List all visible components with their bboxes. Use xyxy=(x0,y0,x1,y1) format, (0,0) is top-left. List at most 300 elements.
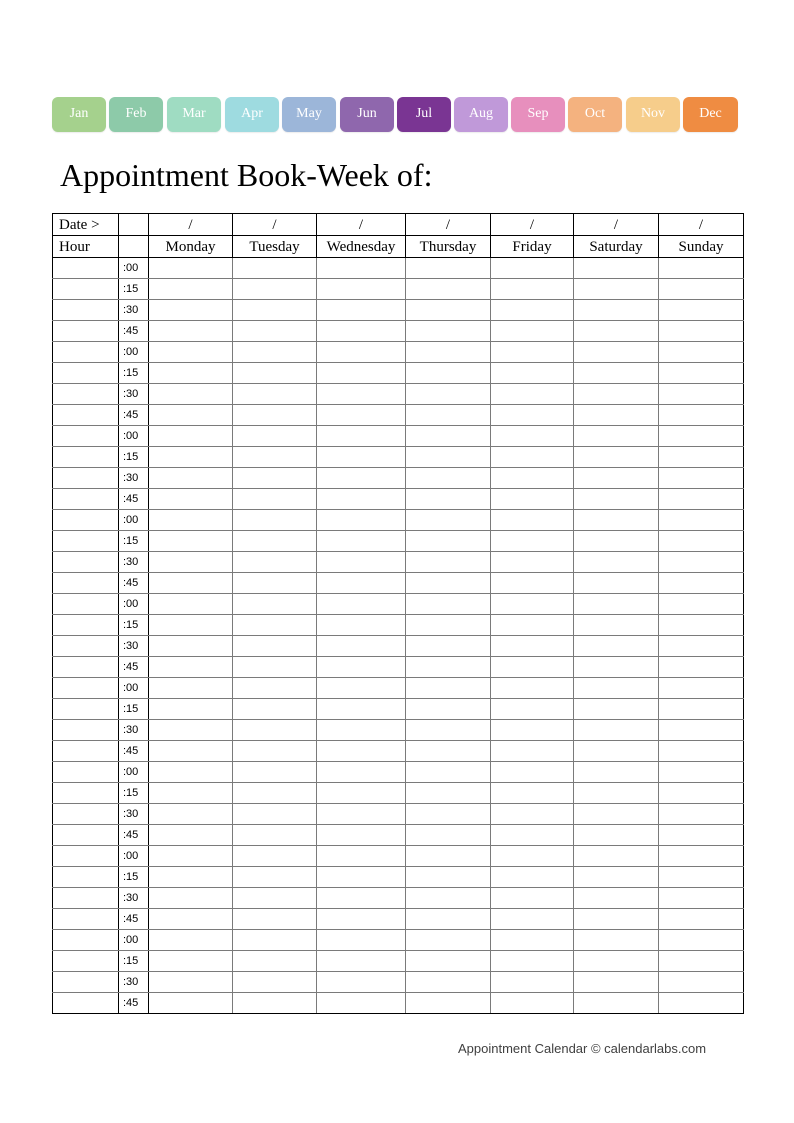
appointment-cell-monday[interactable] xyxy=(149,909,233,930)
appointment-cell-thursday[interactable] xyxy=(406,867,491,888)
appointment-cell-wednesday[interactable] xyxy=(317,552,406,573)
hour-cell[interactable] xyxy=(53,825,119,846)
appointment-cell-thursday[interactable] xyxy=(406,468,491,489)
appointment-cell-friday[interactable] xyxy=(491,741,574,762)
appointment-cell-friday[interactable] xyxy=(491,258,574,279)
date-slot-thursday[interactable]: / xyxy=(406,214,491,236)
month-tab-jul[interactable]: Jul xyxy=(397,97,451,132)
appointment-cell-friday[interactable] xyxy=(491,447,574,468)
appointment-cell-friday[interactable] xyxy=(491,993,574,1014)
appointment-cell-thursday[interactable] xyxy=(406,678,491,699)
appointment-cell-tuesday[interactable] xyxy=(233,636,317,657)
appointment-cell-monday[interactable] xyxy=(149,489,233,510)
appointment-cell-friday[interactable] xyxy=(491,615,574,636)
appointment-cell-tuesday[interactable] xyxy=(233,783,317,804)
appointment-cell-saturday[interactable] xyxy=(574,384,659,405)
appointment-cell-thursday[interactable] xyxy=(406,657,491,678)
appointment-cell-wednesday[interactable] xyxy=(317,657,406,678)
appointment-cell-friday[interactable] xyxy=(491,300,574,321)
appointment-cell-thursday[interactable] xyxy=(406,993,491,1014)
month-tab-oct[interactable]: Oct xyxy=(568,97,622,132)
appointment-cell-saturday[interactable] xyxy=(574,405,659,426)
appointment-cell-tuesday[interactable] xyxy=(233,615,317,636)
appointment-cell-thursday[interactable] xyxy=(406,699,491,720)
month-tab-aug[interactable]: Aug xyxy=(454,97,508,132)
appointment-cell-friday[interactable] xyxy=(491,363,574,384)
appointment-cell-tuesday[interactable] xyxy=(233,531,317,552)
appointment-cell-friday[interactable] xyxy=(491,762,574,783)
appointment-cell-friday[interactable] xyxy=(491,342,574,363)
month-tab-jun[interactable]: Jun xyxy=(340,97,394,132)
appointment-cell-friday[interactable] xyxy=(491,867,574,888)
appointment-cell-thursday[interactable] xyxy=(406,741,491,762)
appointment-cell-friday[interactable] xyxy=(491,699,574,720)
appointment-cell-wednesday[interactable] xyxy=(317,405,406,426)
appointment-cell-monday[interactable] xyxy=(149,930,233,951)
month-tab-may[interactable]: May xyxy=(282,97,336,132)
appointment-cell-friday[interactable] xyxy=(491,552,574,573)
appointment-cell-thursday[interactable] xyxy=(406,447,491,468)
appointment-cell-sunday[interactable] xyxy=(659,426,744,447)
month-tab-apr[interactable]: Apr xyxy=(225,97,279,132)
appointment-cell-tuesday[interactable] xyxy=(233,279,317,300)
hour-cell[interactable] xyxy=(53,972,119,993)
appointment-cell-thursday[interactable] xyxy=(406,489,491,510)
appointment-cell-monday[interactable] xyxy=(149,951,233,972)
appointment-cell-saturday[interactable] xyxy=(574,993,659,1014)
appointment-cell-thursday[interactable] xyxy=(406,363,491,384)
appointment-cell-sunday[interactable] xyxy=(659,531,744,552)
appointment-cell-sunday[interactable] xyxy=(659,678,744,699)
appointment-cell-thursday[interactable] xyxy=(406,930,491,951)
appointment-cell-saturday[interactable] xyxy=(574,552,659,573)
hour-cell[interactable] xyxy=(53,909,119,930)
appointment-cell-saturday[interactable] xyxy=(574,909,659,930)
hour-cell[interactable] xyxy=(53,615,119,636)
appointment-cell-sunday[interactable] xyxy=(659,363,744,384)
appointment-cell-sunday[interactable] xyxy=(659,321,744,342)
appointment-cell-monday[interactable] xyxy=(149,258,233,279)
appointment-cell-friday[interactable] xyxy=(491,657,574,678)
hour-cell[interactable] xyxy=(53,741,119,762)
date-slot-sunday[interactable]: / xyxy=(659,214,744,236)
appointment-cell-tuesday[interactable] xyxy=(233,762,317,783)
appointment-cell-wednesday[interactable] xyxy=(317,447,406,468)
month-tab-mar[interactable]: Mar xyxy=(167,97,221,132)
hour-cell[interactable] xyxy=(53,783,119,804)
appointment-cell-wednesday[interactable] xyxy=(317,279,406,300)
appointment-cell-saturday[interactable] xyxy=(574,951,659,972)
appointment-cell-wednesday[interactable] xyxy=(317,846,406,867)
appointment-cell-tuesday[interactable] xyxy=(233,426,317,447)
appointment-cell-sunday[interactable] xyxy=(659,468,744,489)
appointment-cell-sunday[interactable] xyxy=(659,552,744,573)
appointment-cell-tuesday[interactable] xyxy=(233,867,317,888)
appointment-cell-monday[interactable] xyxy=(149,657,233,678)
appointment-cell-sunday[interactable] xyxy=(659,405,744,426)
appointment-cell-monday[interactable] xyxy=(149,300,233,321)
appointment-cell-saturday[interactable] xyxy=(574,426,659,447)
appointment-cell-wednesday[interactable] xyxy=(317,573,406,594)
appointment-cell-sunday[interactable] xyxy=(659,279,744,300)
appointment-cell-friday[interactable] xyxy=(491,489,574,510)
appointment-cell-saturday[interactable] xyxy=(574,573,659,594)
appointment-cell-thursday[interactable] xyxy=(406,720,491,741)
hour-cell[interactable] xyxy=(53,300,119,321)
appointment-cell-tuesday[interactable] xyxy=(233,972,317,993)
appointment-cell-wednesday[interactable] xyxy=(317,258,406,279)
hour-cell[interactable] xyxy=(53,321,119,342)
month-tab-dec[interactable]: Dec xyxy=(683,97,738,132)
appointment-cell-thursday[interactable] xyxy=(406,300,491,321)
appointment-cell-wednesday[interactable] xyxy=(317,321,406,342)
appointment-cell-wednesday[interactable] xyxy=(317,993,406,1014)
appointment-cell-saturday[interactable] xyxy=(574,489,659,510)
date-slot-wednesday[interactable]: / xyxy=(317,214,406,236)
appointment-cell-saturday[interactable] xyxy=(574,888,659,909)
appointment-cell-friday[interactable] xyxy=(491,888,574,909)
appointment-cell-monday[interactable] xyxy=(149,405,233,426)
appointment-cell-wednesday[interactable] xyxy=(317,300,406,321)
appointment-cell-monday[interactable] xyxy=(149,993,233,1014)
appointment-cell-wednesday[interactable] xyxy=(317,909,406,930)
appointment-cell-friday[interactable] xyxy=(491,531,574,552)
appointment-cell-sunday[interactable] xyxy=(659,258,744,279)
hour-cell[interactable] xyxy=(53,930,119,951)
hour-cell[interactable] xyxy=(53,489,119,510)
appointment-cell-sunday[interactable] xyxy=(659,741,744,762)
appointment-cell-friday[interactable] xyxy=(491,405,574,426)
hour-cell[interactable] xyxy=(53,510,119,531)
appointment-cell-saturday[interactable] xyxy=(574,720,659,741)
appointment-cell-sunday[interactable] xyxy=(659,489,744,510)
appointment-cell-friday[interactable] xyxy=(491,594,574,615)
appointment-cell-sunday[interactable] xyxy=(659,384,744,405)
appointment-cell-monday[interactable] xyxy=(149,321,233,342)
appointment-cell-thursday[interactable] xyxy=(406,342,491,363)
appointment-cell-sunday[interactable] xyxy=(659,300,744,321)
appointment-cell-saturday[interactable] xyxy=(574,321,659,342)
appointment-cell-thursday[interactable] xyxy=(406,762,491,783)
appointment-cell-tuesday[interactable] xyxy=(233,951,317,972)
month-tab-nov[interactable]: Nov xyxy=(626,97,680,132)
appointment-cell-thursday[interactable] xyxy=(406,783,491,804)
appointment-cell-monday[interactable] xyxy=(149,363,233,384)
appointment-cell-thursday[interactable] xyxy=(406,951,491,972)
appointment-cell-wednesday[interactable] xyxy=(317,594,406,615)
appointment-cell-friday[interactable] xyxy=(491,951,574,972)
appointment-cell-tuesday[interactable] xyxy=(233,510,317,531)
appointment-cell-thursday[interactable] xyxy=(406,825,491,846)
appointment-cell-sunday[interactable] xyxy=(659,825,744,846)
appointment-cell-monday[interactable] xyxy=(149,615,233,636)
appointment-cell-sunday[interactable] xyxy=(659,909,744,930)
appointment-cell-sunday[interactable] xyxy=(659,342,744,363)
appointment-cell-saturday[interactable] xyxy=(574,657,659,678)
appointment-cell-tuesday[interactable] xyxy=(233,405,317,426)
appointment-cell-monday[interactable] xyxy=(149,783,233,804)
date-slot-saturday[interactable]: / xyxy=(574,214,659,236)
appointment-cell-wednesday[interactable] xyxy=(317,426,406,447)
appointment-cell-tuesday[interactable] xyxy=(233,699,317,720)
appointment-cell-tuesday[interactable] xyxy=(233,594,317,615)
appointment-cell-tuesday[interactable] xyxy=(233,720,317,741)
appointment-cell-saturday[interactable] xyxy=(574,363,659,384)
appointment-cell-wednesday[interactable] xyxy=(317,636,406,657)
appointment-cell-sunday[interactable] xyxy=(659,930,744,951)
appointment-cell-thursday[interactable] xyxy=(406,531,491,552)
appointment-cell-monday[interactable] xyxy=(149,720,233,741)
hour-cell[interactable] xyxy=(53,405,119,426)
hour-cell[interactable] xyxy=(53,552,119,573)
appointment-cell-wednesday[interactable] xyxy=(317,678,406,699)
appointment-cell-monday[interactable] xyxy=(149,636,233,657)
appointment-cell-saturday[interactable] xyxy=(574,636,659,657)
appointment-cell-thursday[interactable] xyxy=(406,636,491,657)
appointment-cell-saturday[interactable] xyxy=(574,762,659,783)
hour-cell[interactable] xyxy=(53,699,119,720)
appointment-cell-thursday[interactable] xyxy=(406,321,491,342)
appointment-cell-monday[interactable] xyxy=(149,594,233,615)
hour-cell[interactable] xyxy=(53,426,119,447)
appointment-cell-friday[interactable] xyxy=(491,930,574,951)
appointment-cell-tuesday[interactable] xyxy=(233,993,317,1014)
appointment-cell-wednesday[interactable] xyxy=(317,699,406,720)
appointment-cell-saturday[interactable] xyxy=(574,258,659,279)
appointment-cell-tuesday[interactable] xyxy=(233,804,317,825)
appointment-cell-thursday[interactable] xyxy=(406,279,491,300)
appointment-cell-saturday[interactable] xyxy=(574,867,659,888)
appointment-cell-tuesday[interactable] xyxy=(233,741,317,762)
appointment-cell-thursday[interactable] xyxy=(406,405,491,426)
appointment-cell-friday[interactable] xyxy=(491,468,574,489)
appointment-cell-monday[interactable] xyxy=(149,804,233,825)
appointment-cell-sunday[interactable] xyxy=(659,951,744,972)
appointment-cell-sunday[interactable] xyxy=(659,615,744,636)
appointment-cell-thursday[interactable] xyxy=(406,615,491,636)
date-slot-tuesday[interactable]: / xyxy=(233,214,317,236)
appointment-cell-saturday[interactable] xyxy=(574,783,659,804)
appointment-cell-tuesday[interactable] xyxy=(233,321,317,342)
appointment-cell-thursday[interactable] xyxy=(406,573,491,594)
appointment-cell-monday[interactable] xyxy=(149,678,233,699)
appointment-cell-wednesday[interactable] xyxy=(317,615,406,636)
appointment-cell-monday[interactable] xyxy=(149,741,233,762)
hour-cell[interactable] xyxy=(53,573,119,594)
appointment-cell-monday[interactable] xyxy=(149,552,233,573)
appointment-cell-friday[interactable] xyxy=(491,909,574,930)
appointment-cell-saturday[interactable] xyxy=(574,741,659,762)
appointment-cell-monday[interactable] xyxy=(149,846,233,867)
appointment-cell-sunday[interactable] xyxy=(659,636,744,657)
appointment-cell-monday[interactable] xyxy=(149,573,233,594)
hour-cell[interactable] xyxy=(53,447,119,468)
appointment-cell-thursday[interactable] xyxy=(406,510,491,531)
appointment-cell-wednesday[interactable] xyxy=(317,804,406,825)
appointment-cell-friday[interactable] xyxy=(491,972,574,993)
hour-cell[interactable] xyxy=(53,762,119,783)
month-tab-feb[interactable]: Feb xyxy=(109,97,163,132)
appointment-cell-monday[interactable] xyxy=(149,825,233,846)
hour-cell[interactable] xyxy=(53,993,119,1014)
appointment-cell-tuesday[interactable] xyxy=(233,468,317,489)
appointment-cell-tuesday[interactable] xyxy=(233,573,317,594)
appointment-cell-sunday[interactable] xyxy=(659,720,744,741)
appointment-cell-sunday[interactable] xyxy=(659,783,744,804)
appointment-cell-wednesday[interactable] xyxy=(317,825,406,846)
appointment-cell-tuesday[interactable] xyxy=(233,552,317,573)
appointment-cell-wednesday[interactable] xyxy=(317,951,406,972)
appointment-cell-saturday[interactable] xyxy=(574,279,659,300)
appointment-cell-monday[interactable] xyxy=(149,762,233,783)
appointment-cell-wednesday[interactable] xyxy=(317,489,406,510)
appointment-cell-saturday[interactable] xyxy=(574,300,659,321)
appointment-cell-sunday[interactable] xyxy=(659,762,744,783)
appointment-cell-sunday[interactable] xyxy=(659,867,744,888)
appointment-cell-friday[interactable] xyxy=(491,384,574,405)
appointment-cell-sunday[interactable] xyxy=(659,510,744,531)
appointment-cell-tuesday[interactable] xyxy=(233,363,317,384)
appointment-cell-monday[interactable] xyxy=(149,867,233,888)
appointment-cell-monday[interactable] xyxy=(149,384,233,405)
appointment-cell-tuesday[interactable] xyxy=(233,489,317,510)
appointment-cell-friday[interactable] xyxy=(491,825,574,846)
hour-cell[interactable] xyxy=(53,384,119,405)
appointment-cell-saturday[interactable] xyxy=(574,531,659,552)
appointment-cell-tuesday[interactable] xyxy=(233,447,317,468)
hour-cell[interactable] xyxy=(53,888,119,909)
appointment-cell-sunday[interactable] xyxy=(659,972,744,993)
appointment-cell-friday[interactable] xyxy=(491,804,574,825)
appointment-cell-tuesday[interactable] xyxy=(233,846,317,867)
appointment-cell-thursday[interactable] xyxy=(406,552,491,573)
appointment-cell-wednesday[interactable] xyxy=(317,867,406,888)
appointment-cell-saturday[interactable] xyxy=(574,678,659,699)
appointment-cell-sunday[interactable] xyxy=(659,594,744,615)
appointment-cell-saturday[interactable] xyxy=(574,615,659,636)
appointment-cell-tuesday[interactable] xyxy=(233,342,317,363)
appointment-cell-thursday[interactable] xyxy=(406,426,491,447)
appointment-cell-wednesday[interactable] xyxy=(317,384,406,405)
appointment-cell-sunday[interactable] xyxy=(659,447,744,468)
appointment-cell-tuesday[interactable] xyxy=(233,657,317,678)
appointment-cell-wednesday[interactable] xyxy=(317,888,406,909)
appointment-cell-friday[interactable] xyxy=(491,720,574,741)
appointment-cell-monday[interactable] xyxy=(149,699,233,720)
appointment-cell-thursday[interactable] xyxy=(406,972,491,993)
appointment-cell-sunday[interactable] xyxy=(659,993,744,1014)
appointment-cell-tuesday[interactable] xyxy=(233,384,317,405)
appointment-cell-wednesday[interactable] xyxy=(317,783,406,804)
hour-cell[interactable] xyxy=(53,279,119,300)
appointment-cell-saturday[interactable] xyxy=(574,447,659,468)
month-tab-jan[interactable]: Jan xyxy=(52,97,106,132)
appointment-cell-wednesday[interactable] xyxy=(317,342,406,363)
hour-cell[interactable] xyxy=(53,846,119,867)
appointment-cell-saturday[interactable] xyxy=(574,468,659,489)
month-tab-sep[interactable]: Sep xyxy=(511,97,565,132)
appointment-cell-saturday[interactable] xyxy=(574,594,659,615)
appointment-cell-wednesday[interactable] xyxy=(317,363,406,384)
appointment-cell-thursday[interactable] xyxy=(406,888,491,909)
appointment-cell-saturday[interactable] xyxy=(574,342,659,363)
hour-cell[interactable] xyxy=(53,363,119,384)
appointment-cell-friday[interactable] xyxy=(491,279,574,300)
appointment-cell-tuesday[interactable] xyxy=(233,909,317,930)
appointment-cell-sunday[interactable] xyxy=(659,846,744,867)
appointment-cell-wednesday[interactable] xyxy=(317,531,406,552)
appointment-cell-thursday[interactable] xyxy=(406,846,491,867)
hour-cell[interactable] xyxy=(53,804,119,825)
appointment-cell-wednesday[interactable] xyxy=(317,930,406,951)
hour-cell[interactable] xyxy=(53,720,119,741)
appointment-cell-saturday[interactable] xyxy=(574,846,659,867)
appointment-cell-saturday[interactable] xyxy=(574,930,659,951)
hour-cell[interactable] xyxy=(53,342,119,363)
appointment-cell-tuesday[interactable] xyxy=(233,930,317,951)
appointment-cell-sunday[interactable] xyxy=(659,699,744,720)
appointment-cell-saturday[interactable] xyxy=(574,825,659,846)
appointment-cell-monday[interactable] xyxy=(149,342,233,363)
hour-cell[interactable] xyxy=(53,594,119,615)
appointment-cell-monday[interactable] xyxy=(149,888,233,909)
appointment-cell-monday[interactable] xyxy=(149,447,233,468)
appointment-cell-sunday[interactable] xyxy=(659,573,744,594)
hour-cell[interactable] xyxy=(53,657,119,678)
hour-cell[interactable] xyxy=(53,531,119,552)
hour-cell[interactable] xyxy=(53,258,119,279)
appointment-cell-saturday[interactable] xyxy=(574,804,659,825)
appointment-cell-monday[interactable] xyxy=(149,426,233,447)
appointment-cell-wednesday[interactable] xyxy=(317,468,406,489)
appointment-cell-wednesday[interactable] xyxy=(317,741,406,762)
appointment-cell-friday[interactable] xyxy=(491,678,574,699)
appointment-cell-friday[interactable] xyxy=(491,321,574,342)
appointment-cell-monday[interactable] xyxy=(149,468,233,489)
appointment-cell-wednesday[interactable] xyxy=(317,972,406,993)
appointment-cell-monday[interactable] xyxy=(149,510,233,531)
appointment-cell-friday[interactable] xyxy=(491,783,574,804)
appointment-cell-wednesday[interactable] xyxy=(317,510,406,531)
appointment-cell-wednesday[interactable] xyxy=(317,720,406,741)
appointment-cell-saturday[interactable] xyxy=(574,972,659,993)
appointment-cell-thursday[interactable] xyxy=(406,909,491,930)
appointment-cell-friday[interactable] xyxy=(491,636,574,657)
appointment-cell-thursday[interactable] xyxy=(406,258,491,279)
appointment-cell-saturday[interactable] xyxy=(574,699,659,720)
appointment-cell-friday[interactable] xyxy=(491,426,574,447)
appointment-cell-tuesday[interactable] xyxy=(233,678,317,699)
appointment-cell-monday[interactable] xyxy=(149,972,233,993)
appointment-cell-friday[interactable] xyxy=(491,573,574,594)
appointment-cell-tuesday[interactable] xyxy=(233,825,317,846)
appointment-cell-saturday[interactable] xyxy=(574,510,659,531)
appointment-cell-tuesday[interactable] xyxy=(233,888,317,909)
hour-cell[interactable] xyxy=(53,867,119,888)
appointment-cell-thursday[interactable] xyxy=(406,804,491,825)
appointment-cell-sunday[interactable] xyxy=(659,657,744,678)
hour-cell[interactable] xyxy=(53,678,119,699)
date-slot-friday[interactable]: / xyxy=(491,214,574,236)
appointment-cell-monday[interactable] xyxy=(149,279,233,300)
appointment-cell-friday[interactable] xyxy=(491,846,574,867)
hour-cell[interactable] xyxy=(53,951,119,972)
hour-cell[interactable] xyxy=(53,468,119,489)
hour-cell[interactable] xyxy=(53,636,119,657)
appointment-cell-friday[interactable] xyxy=(491,510,574,531)
appointment-cell-monday[interactable] xyxy=(149,531,233,552)
appointment-cell-thursday[interactable] xyxy=(406,594,491,615)
